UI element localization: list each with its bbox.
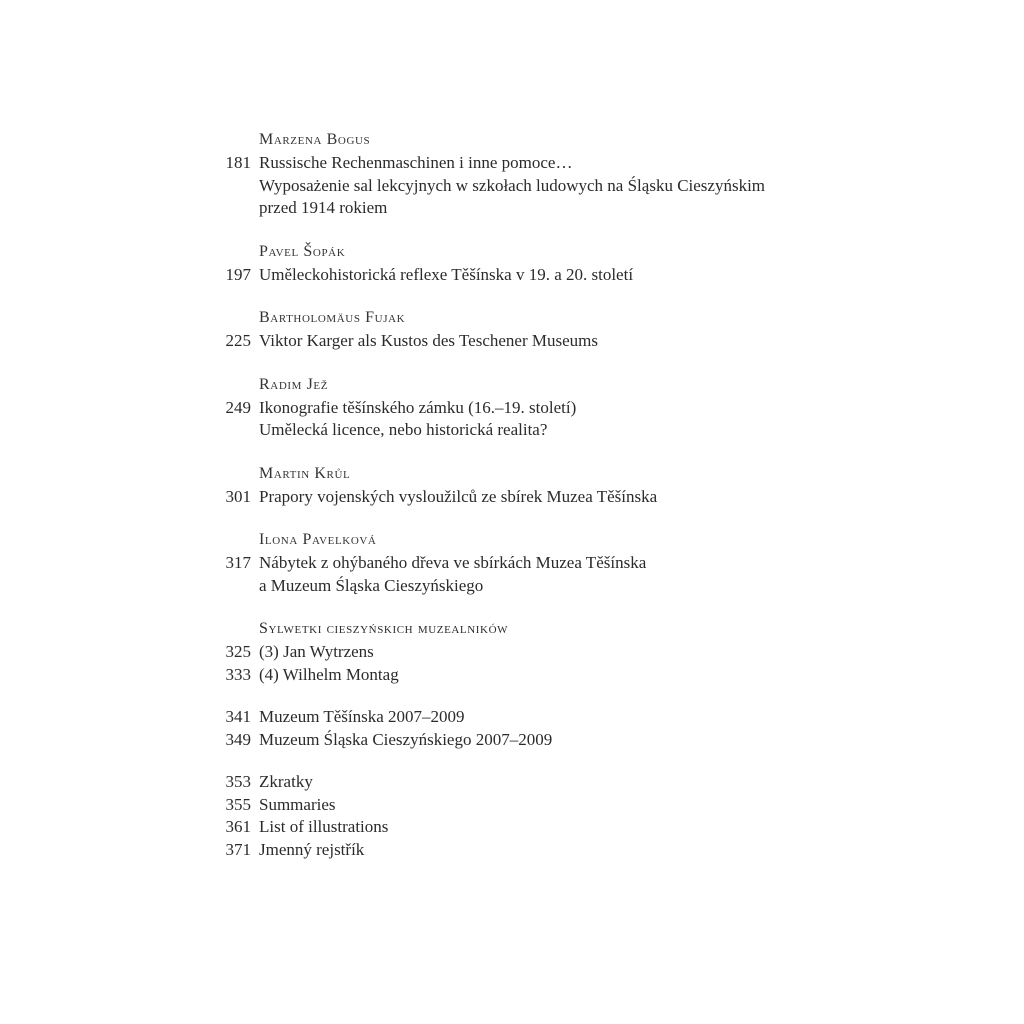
toc-line	[212, 706, 972, 729]
appendix-section	[212, 771, 972, 861]
article-title: Muzeum Těšínska 2007–2009	[259, 707, 465, 726]
page-number: 361	[225, 817, 251, 836]
toc-entry	[212, 528, 972, 597]
page-number: 197	[225, 264, 251, 284]
page-number: 317	[225, 553, 251, 572]
toc-line	[212, 575, 972, 598]
author-name: Ilona Pavelková	[259, 531, 377, 548]
article-title: Wyposażenie sal lekcyjnych w szkołach ludowych na Śląsku Cieszyńskim	[259, 175, 766, 195]
toc-entry	[212, 462, 972, 509]
toc-line	[212, 641, 972, 664]
article-title: (4) Wilhelm Montag	[259, 664, 399, 684]
article-title: Umělecká licence, nebo historická realita?	[259, 420, 548, 439]
toc-entry	[212, 373, 972, 442]
toc-line	[212, 839, 972, 862]
article-title: przed 1914 rokiem	[259, 198, 388, 217]
toc-line	[212, 197, 972, 220]
page-number: 349	[225, 729, 251, 749]
article-title: Viktor Karger als Kustos des Teschener Museums	[259, 331, 598, 350]
page-number: 355	[225, 794, 251, 814]
toc-line	[212, 664, 972, 687]
author-name: Bartholomäus Fujak	[259, 309, 406, 326]
author-name: Martin Krůl	[259, 464, 351, 482]
toc-line	[212, 175, 972, 198]
museum-reports-section	[212, 706, 972, 751]
author-name: Radim Jež	[259, 375, 329, 393]
toc-entry	[212, 240, 972, 287]
author-name: Pavel Šopák	[259, 242, 346, 260]
page-number: 249	[225, 397, 251, 417]
toc-line	[212, 152, 972, 175]
article-title: Prapory vojenských vysloužilců ze sbírek Muzea Těšínska	[259, 486, 658, 506]
sylwetki-section	[212, 617, 972, 686]
toc-line	[212, 397, 972, 420]
page-number: 353	[225, 772, 251, 791]
toc-line	[212, 729, 972, 752]
author-name: Marzena Bogus	[259, 131, 371, 148]
toc-line	[212, 771, 972, 794]
toc-line	[212, 419, 972, 442]
article-title: Russische Rechenmaschinen i inne pomoce…	[259, 153, 573, 172]
toc-line	[212, 816, 972, 839]
page-number: 341	[225, 707, 251, 726]
article-title: List of illustrations	[259, 817, 389, 836]
article-title: Muzeum Śląska Cieszyńskiego 2007–2009	[259, 729, 553, 749]
article-title: a Muzeum Śląska Cieszyńskiego	[259, 575, 484, 595]
toc-line	[212, 330, 972, 353]
article-title: (3) Jan Wytrzens	[259, 642, 374, 661]
toc-line	[212, 552, 972, 575]
page-number: 181	[225, 153, 251, 172]
article-title: Zkratky	[259, 772, 313, 791]
table-of-contents	[212, 128, 972, 881]
page-number: 301	[225, 486, 251, 506]
page-number: 225	[225, 331, 251, 350]
toc-line	[212, 486, 972, 509]
article-title: Summaries	[259, 794, 336, 814]
article-title: Jmenný rejstřík	[259, 839, 365, 859]
toc-entry	[212, 128, 972, 220]
toc-line	[212, 264, 972, 287]
section-heading: Sylwetki cieszyńskich muzealników	[259, 620, 509, 637]
toc-line	[212, 794, 972, 817]
page-number: 325	[225, 642, 251, 661]
article-title: Ikonografie těšínského zámku (16.–19. století)	[259, 397, 577, 417]
page-number: 371	[225, 839, 251, 859]
article-title: Uměleckohistorická reflexe Těšínska v 19. a 20. století	[259, 264, 634, 284]
page-number: 333	[225, 664, 251, 684]
toc-entry	[212, 306, 972, 353]
article-title: Nábytek z ohýbaného dřeva ve sbírkách Muzea Těšínska	[259, 553, 647, 572]
